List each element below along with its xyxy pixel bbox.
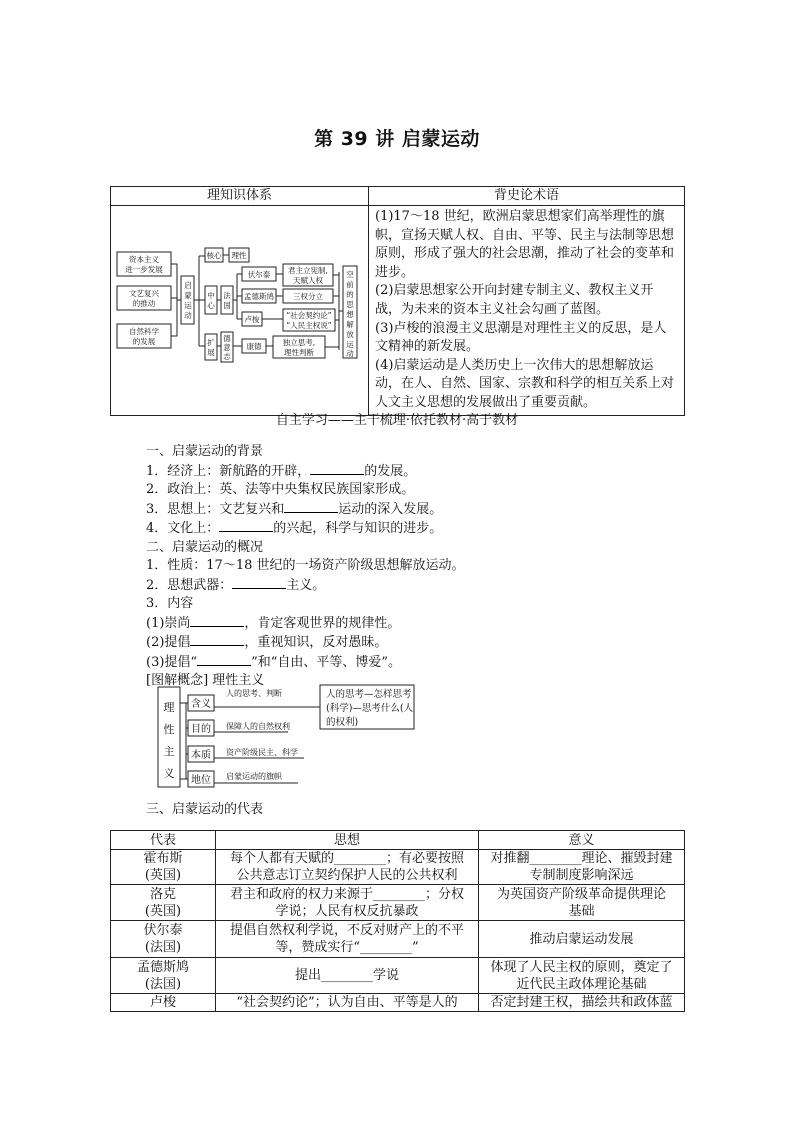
header-knowledge: 理知识体系: [111, 187, 369, 206]
fill-blank[interactable]: [190, 614, 244, 627]
fill-blank[interactable]: [284, 500, 338, 513]
concept-val-4: 启蒙运动的旗帜: [226, 772, 282, 781]
knowledge-diagram: [111, 206, 368, 404]
knowledge-diagram-cell: [111, 206, 369, 416]
diagram-branch-expand-2: 展: [207, 348, 215, 357]
diagram-idea-1a: 君主立宪制,: [288, 266, 328, 275]
section2-content-3: (3)提倡“ ”和“自由、平等、博爱”。: [146, 654, 402, 670]
diagram-right-6: 解: [346, 320, 354, 329]
diagram-branch-center-2: 心: [207, 301, 215, 310]
section2-content-2: (2)提倡 ，重视知识，反对愚昧。: [146, 635, 388, 650]
idea-line: “社会契约论”；认为自由、平等是人的: [236, 995, 458, 1010]
section2-heading: 二、启蒙运动的概况: [146, 539, 264, 555]
diagram-right-2: 前: [346, 280, 354, 289]
meaning-line: 专制制度影响深远: [529, 868, 634, 883]
section2-weapon: 2．思想武器： 主义。: [146, 577, 326, 593]
meaning-line: 为英国资产阶级革命提供理论: [496, 886, 666, 902]
diagram-idea-3b: “人民主权说”: [286, 321, 332, 330]
diagram-left-3a: 自然科学: [129, 327, 159, 336]
concept-v-3: 主: [163, 745, 175, 758]
rep-country: (英国): [144, 903, 182, 919]
table-row: [111, 885, 685, 921]
diagram-germany-2: 意: [223, 343, 231, 352]
table-row: [111, 850, 685, 885]
meaning-line: 对推翻________理论、摧毁封建: [490, 851, 673, 866]
rep-country: (法国): [144, 940, 182, 955]
rep-country: (英国): [144, 868, 182, 883]
fill-blank[interactable]: [190, 633, 244, 646]
rhetoric-4: (4)启蒙运动是人类历史上一次伟大的思想解放运动，在人、自然、国家、宗教和科学的相互关系上对人文主义思想的发展做出了重要贡献。: [375, 357, 675, 410]
diagram-branch-core: 核心: [206, 251, 222, 260]
diagram-left-1a: 资本主义: [129, 255, 159, 264]
concept-val-3: 资产阶级民主、科学: [226, 748, 298, 757]
diagram-idea-4b: 理性判断: [284, 348, 314, 357]
diagram-france-2: 国: [223, 301, 231, 310]
rhetoric-1: (1)17～18 世纪，欧洲启蒙思想家们高举理性的旗帜，宣扬天赋人权、自由、平等、民主与法制等思想原则，形成了强大的社会思潮，推动了社会的变革和进步。: [375, 209, 675, 280]
diagram-idea-3a: “社会契约论”: [286, 311, 332, 320]
idea-line: 学说；人民有权反抗暴政: [275, 903, 419, 919]
section2-content-1: (1)崇尚 ，肯定客观世界的规律性。: [146, 615, 401, 631]
idea-line: 等，赞成实行“________”: [275, 940, 419, 955]
diagram-right-4: 思: [346, 300, 354, 309]
table-row: [111, 921, 685, 958]
diagram-right-8: 运: [346, 340, 354, 349]
diagram-person-montesquieu: 孟德斯鸠: [244, 292, 274, 301]
diagram-center-4: 动: [184, 311, 192, 320]
concept-v-4: 义: [163, 767, 175, 780]
diagram-person-voltaire: 伏尔泰: [247, 270, 271, 279]
representatives-table: [110, 830, 685, 1012]
rep-name: 孟德斯鸠: [136, 959, 189, 975]
rep-name: 伏尔泰: [143, 923, 183, 938]
meaning-line: 推动启蒙运动发展: [529, 931, 634, 947]
table-row: [111, 994, 685, 1012]
meaning-line: 否定封建王权，描绘共和政体蓝: [490, 995, 673, 1010]
concept-val-2: 保障人的自然权利: [226, 722, 290, 731]
concept-key-4: 地位: [191, 775, 211, 786]
t2-header-rep: 代表: [111, 831, 216, 850]
concept-v-2: 性: [163, 723, 175, 736]
section1-item-1: 1．经济上：新航路的开辟， 的发展。: [146, 463, 417, 479]
diagram-person-rousseau: 卢梭: [244, 315, 260, 324]
diagram-left-1b: 进一步发展: [125, 265, 163, 274]
diagram-france-1: 法: [223, 291, 231, 300]
page-title: 第 39 讲 启蒙运动: [314, 128, 480, 150]
section1-item-3: 3．思想上：文艺复兴和 运动的深入发展。: [146, 501, 443, 517]
diagram-germany-1: 德: [223, 334, 231, 343]
concept-val-1: 人的思考、判断: [226, 689, 282, 698]
diagram-left-3b: 的发展: [132, 337, 156, 346]
t2-header-idea: 思想: [216, 831, 479, 850]
table-row: [111, 958, 685, 994]
rhetoric-2: (2)启蒙思想家公开向封建专制主义、教权主义开战，为未来的资本主义社会勾画了蓝图。: [375, 283, 654, 317]
fill-blank[interactable]: [232, 576, 286, 589]
t2-header-meaning: 意义: [479, 831, 685, 850]
concept-note-2: (科学)—思考什么(人: [326, 703, 414, 714]
diagram-germany-3: 志: [223, 352, 231, 361]
diagram-left-2a: 文艺复兴: [129, 289, 159, 298]
rep-name: 卢梭: [149, 995, 176, 1010]
concept-key-1: 含义: [191, 699, 211, 710]
knowledge-table: [110, 186, 685, 416]
diagram-idea-2: 三权分立: [293, 292, 323, 301]
diagram-branch-center-1: 中: [207, 291, 215, 300]
fill-blank[interactable]: [310, 462, 364, 475]
diagram-center-2: 蒙: [184, 291, 192, 300]
section3-heading: 三、启蒙运动的代表: [146, 802, 264, 817]
diagram-core-item: 理性: [231, 251, 247, 260]
section2-content-heading: 3．内容: [146, 596, 194, 611]
diagram-branch-expand-1: 扩: [207, 338, 215, 347]
diagram-right-5: 想: [346, 310, 354, 319]
fill-blank[interactable]: [197, 653, 251, 666]
diagram-right-7: 放: [346, 330, 354, 339]
diagram-right-9: 动: [346, 349, 354, 358]
header-rhetoric: 背史论术语: [369, 187, 685, 206]
fill-blank[interactable]: [219, 519, 273, 532]
idea-line: 每个人都有天赋的________；有必要按照: [229, 851, 464, 866]
diagram-left-2b: 的推动: [132, 299, 156, 308]
diagram-right-1: 空: [346, 270, 354, 279]
diagram-center-1: 启: [184, 281, 192, 290]
rhetoric-3: (3)卢梭的浪漫主义思潮是对理性主义的反思，是人文精神的新发展。: [375, 320, 667, 355]
idea-line: 提倡自然权利学说，不反对财产上的不平: [229, 923, 464, 938]
concept-note-3: 的权利): [326, 717, 359, 728]
diagram-person-kant: 康德: [246, 342, 262, 351]
concept-label: [图解概念] 理性主义: [146, 673, 265, 688]
concept-key-2: 目的: [191, 724, 211, 735]
diagram-center-3: 运: [184, 301, 192, 310]
meaning-line: 体现了人民主权的原则，奠定了: [490, 959, 673, 975]
section-subtitle: 自主学习——主干梳理·依托教材·高于教材: [275, 413, 519, 428]
rep-name: 霍布斯: [143, 851, 183, 866]
idea-line: 君主和政府的权力来源于________；分权: [229, 886, 464, 902]
section1-item-4: 4．文化上： 的兴起，科学与知识的进步。: [146, 521, 443, 536]
idea-line: 提出________学说: [294, 968, 399, 983]
study-body: [146, 443, 706, 691]
diagram-right-3: 的: [346, 290, 354, 299]
idea-line: 公共意志订立契约保护人民的公共权利: [236, 868, 458, 883]
rep-name: 洛克: [149, 886, 176, 902]
rep-country: (法国): [144, 976, 182, 992]
section1-heading: 一、启蒙运动的背景: [146, 444, 264, 459]
section1-item-2: 2．政治上：英、法等中央集权民族国家形成。: [146, 482, 415, 497]
diagram-idea-1b: 天赋人权: [293, 276, 323, 285]
rhetoric-cell: [369, 206, 685, 416]
diagram-idea-4a: 独立思考,: [282, 338, 316, 347]
meaning-line: 基础: [568, 903, 595, 919]
section2-nature: 1．性质：17～18 世纪的一场资产阶级思想解放运动。: [146, 558, 465, 573]
meaning-line: 近代民主政体理论基础: [516, 976, 647, 992]
concept-diagram: [156, 683, 446, 793]
concept-key-3: 本质: [191, 750, 211, 761]
concept-v-1: 理: [163, 701, 175, 714]
concept-note-1: 人的思考—怎样思考: [326, 689, 412, 700]
